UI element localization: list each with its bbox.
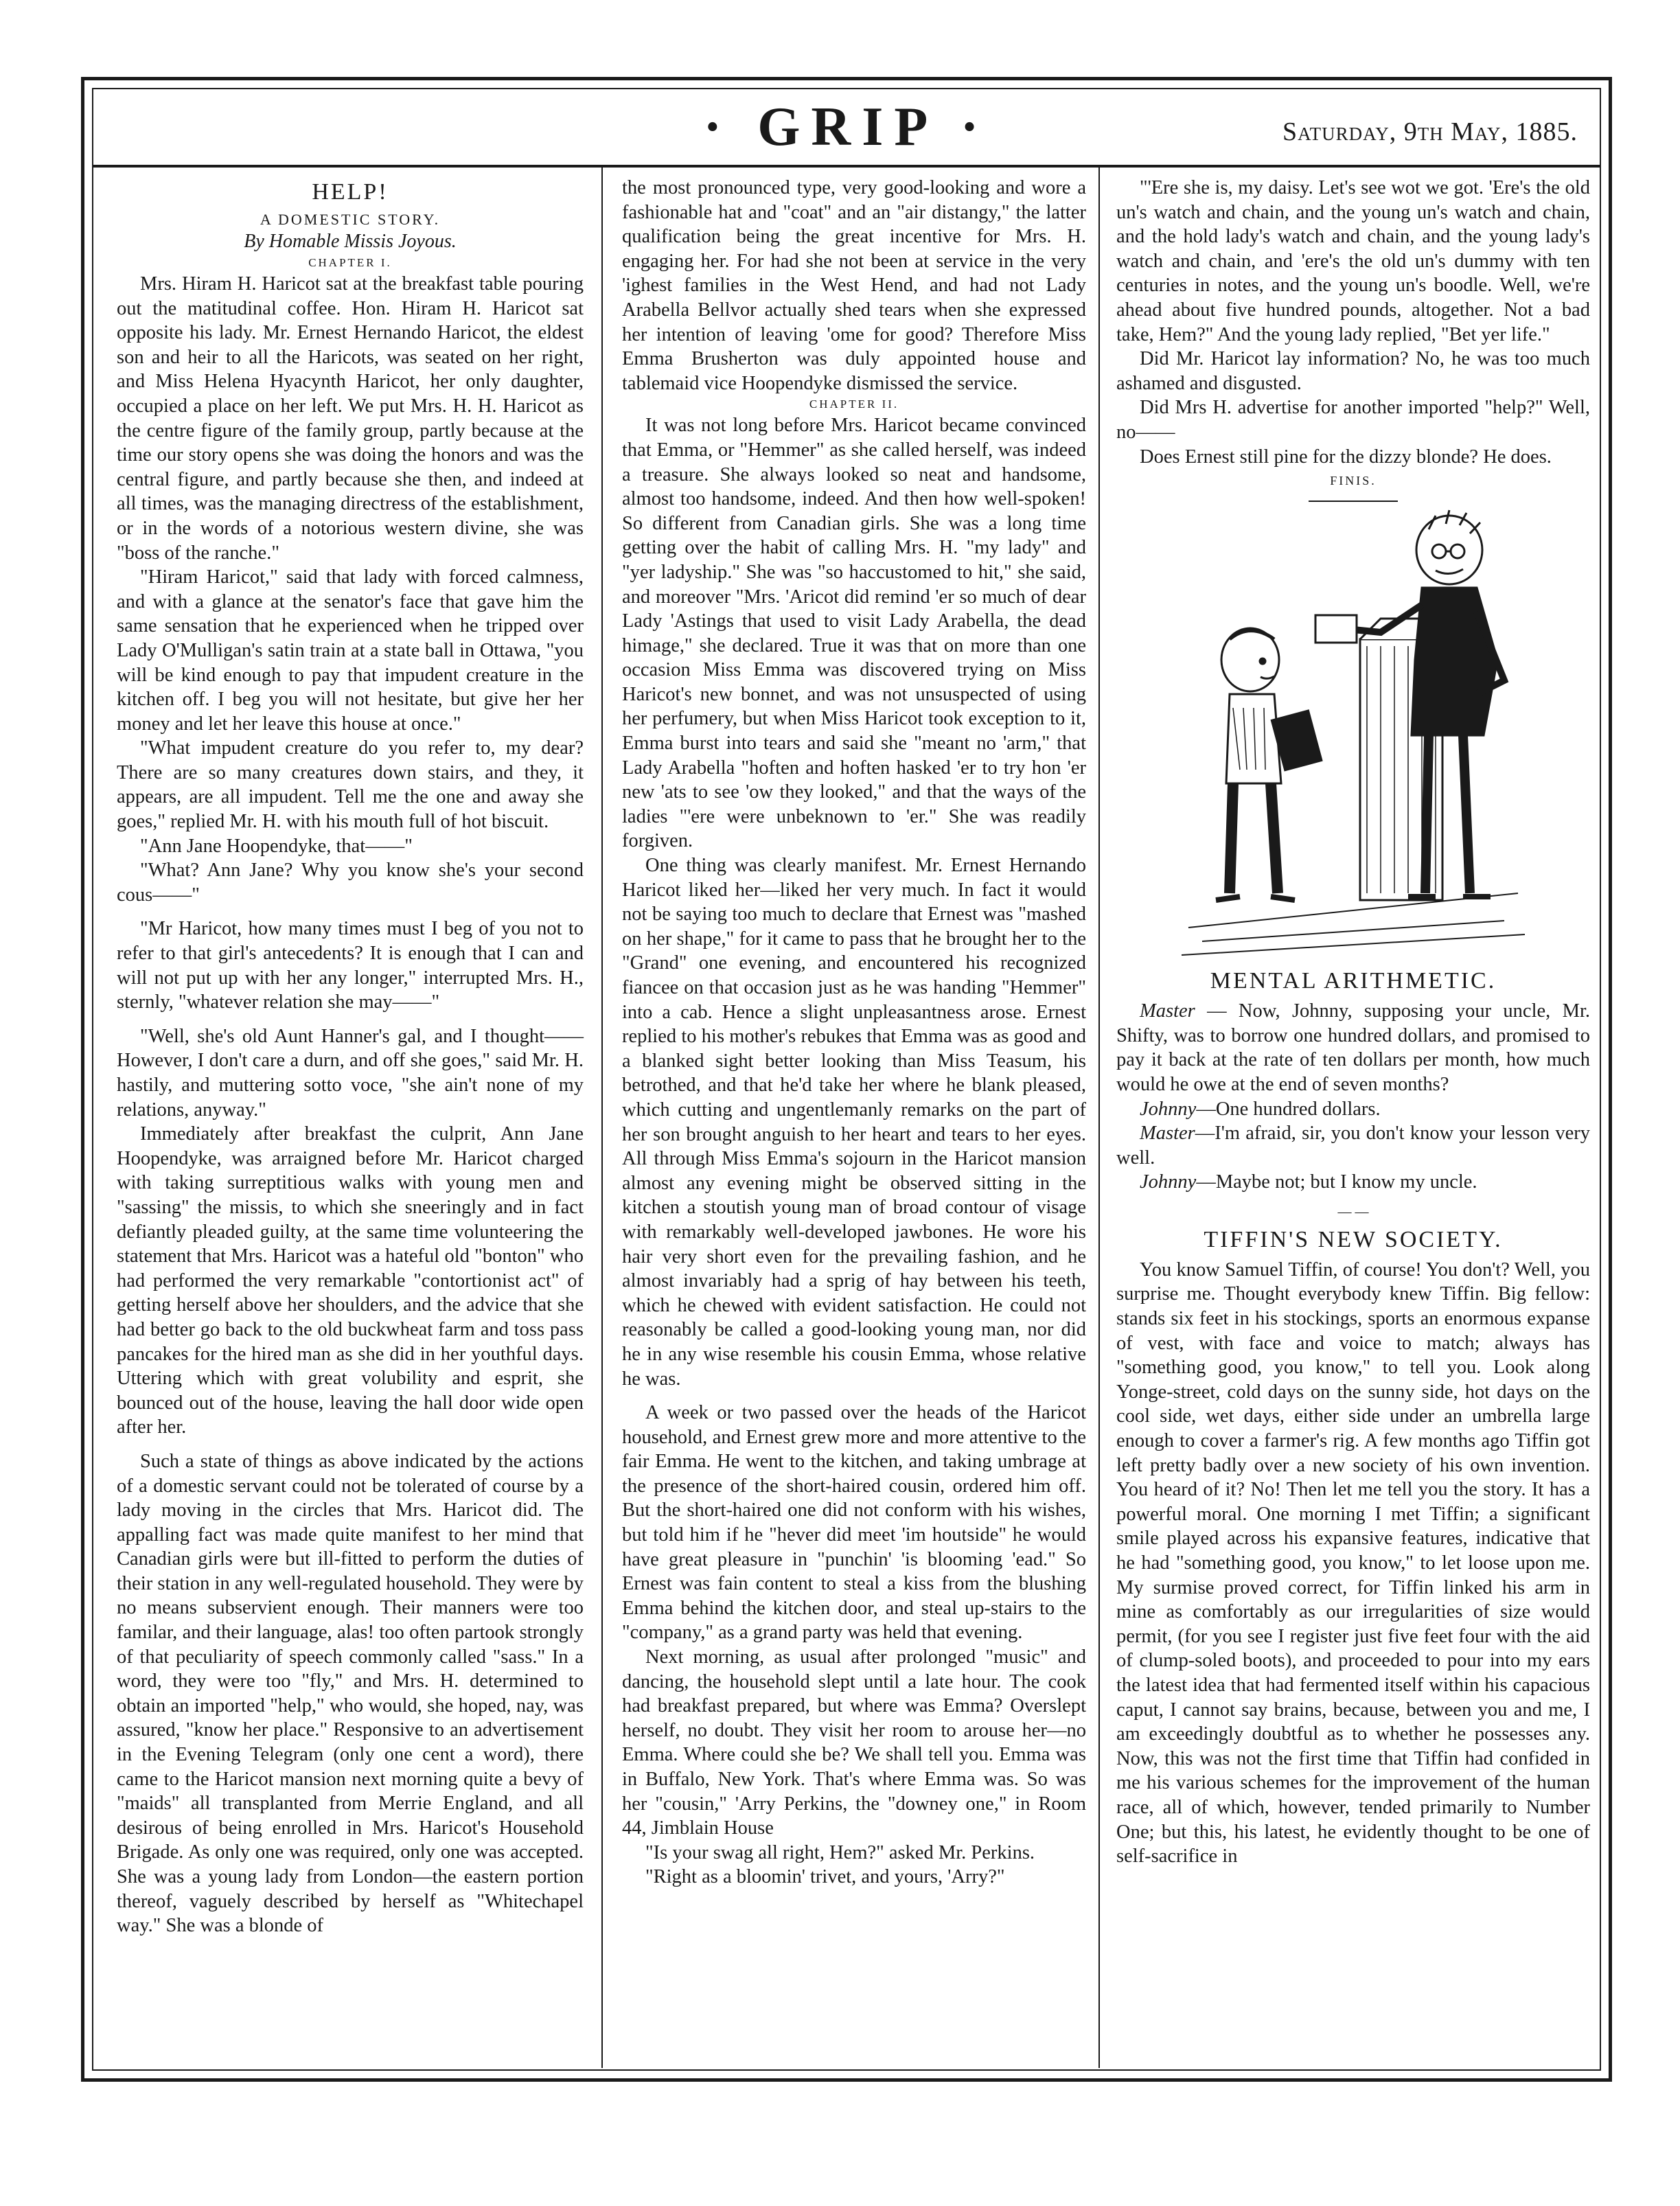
dialogue-speaker: Master [1140,1123,1195,1145]
story-paragraph: A week or two passed over the heads of the Haricot household, and Ernest grew more and more attentive to the fair Emma. He went to the kitchen, and taking umbrage at the presence of the short-haired cousin, ordered him off. But the short-haired one did not conform with his wishes, but told him if he "hever did meet 'im houtside" he would have great pleasure in "punchin' 'is blooming 'ead." So Ernest was fain content to steal a kiss from the blushing Emma behind the kitchen door, and steal up-stairs to the "company," as a grand party was held that evening. [622,1402,1086,1644]
chapter-heading: CHAPTER II. [809,398,899,411]
masthead-title: · GRIP · [703,97,990,157]
dialogue-text: — Now, Johnny, supposing your uncle, Mr. Shifty, was to borrow one hundred dollars, and promised to pay it back at the rate of ten dollars per month, how much would he owe at the end of seven months? [1116,1000,1590,1095]
story-paragraph: "What impudent creature do you refer to, my dear? There are so many creatures down stairs, and they, it appears, are all impudent. Tell me the one and away she goes," replied Mr. H. with his mouth full of hot biscuit. [117,737,584,833]
story-paragraph: Does Ernest still pine for the dizzy blonde? He does. [1140,446,1552,468]
column-rule-2 [1098,168,1100,2068]
story-headline: HELP! [312,179,389,205]
dialogue-speaker: Master [1140,1000,1195,1022]
story-paragraph: "Hiram Haricot," said that lady with forced calmness, and with a glance at the senator's face that gave him the same sensation that he experienced when he tripped over Lady O'Mulligan's satin train at a state ball in Ottawa, "you will be kind enough to pay that impudent creature in the kitchen off. I beg you will not hesitate, but give her her money and let her leave this house at once." [117,566,584,735]
dialogue-text: —Maybe not; but I know my uncle. [1196,1171,1477,1193]
cartoon-illustration [1175,509,1532,962]
dialogue-text: —One hundred dollars. [1196,1098,1381,1120]
story-paragraph: Did Mrs H. advertise for another imported "help?" Well, no—— [1116,397,1590,443]
section-rule [1309,501,1398,502]
story-paragraph: Did Mr. Haricot lay information? No, he was too much ashamed and disgusted. [1116,348,1590,394]
story-paragraph: "Ann Jane Hoopendyke, that——" [140,835,413,857]
story-paragraph: the most pronounced type, very good-looking and wore a fashionable hat and "coat" and an "air distangy," the latter qualification being the great incentive for Mrs. H. engaging her. For had she not been at service in the very 'ighest families in the West Hend, and had not Lady Arabella Bellvor actually shed tears when she expressed her intention of leaving 'ome for good? Therefore Miss Emma Brusherton was duly appointed house and tablemaid vice Hoopendyke dismissed the service. [622,177,1086,394]
story-paragraph: "Right as a bloomin' trivet, and yours, 'Arry?" [645,1866,1005,1888]
dialogue-line [1116,1170,1590,1195]
dialogue-speaker: Johnny [1140,1098,1197,1120]
masthead-rule [92,165,1601,168]
story-paragraph: "Is your swag all right, Hem?" asked Mr. Perkins. [645,1841,1035,1863]
story-paragraph: Immediately after breakfast the culprit, Ann Jane Hoopendyke, was arraigned before Mr. Haricot charged with taking surreptitious walks with young men and "sassing" the missis, to which she sneeringly and in fact defiantly pleaded guilty, at the same time volunteering the statement that Mrs. Haricot was a hateful old "bonton" who had performed the very remarkable "contortionist act" of getting herself above her shoulders, and the advice that she had better go back to the old buckwheat farm and toss pass pancakes for the hired man as she did in her youthful days. Uttering which with great volubility and esprit, she bounced out of the house, leaving the hall door wide open after her. [117,1123,584,1438]
masthead [92,88,1601,165]
column-2 [622,176,1086,1889]
finis-label: FINIS. [1330,474,1377,488]
story-headline: TIFFIN'S NEW SOCIETY. [1204,1226,1503,1252]
dialogue-line [1116,1121,1590,1170]
cartoon-title: MENTAL ARITHMETIC. [1210,968,1497,994]
column-3 [1116,176,1590,1869]
story-paragraph: "Mr Haricot, how many times must I beg of you not to refer to that girl's antecedents? It is enough that I can and will not put up with her any longer," interrupted Mrs. H., sternly, "whatever relation she may——" [117,918,584,1013]
chapter-heading: CHAPTER I. [308,256,392,269]
column-rule-1 [601,168,603,2068]
section-separator: — — [1337,1204,1369,1219]
dialogue-line [1116,1097,1590,1122]
story-paragraph: "Well, she's old Aunt Hanner's gal, and I thought——However, I don't care a durn, and off she goes," said Mr. H. hastily, and muttering sotto voce, "she ain't none of my relations, anyway." [117,1025,584,1121]
masthead-date: Saturday, 9th May, 1885. [1282,117,1578,146]
story-paragraph: You know Samuel Tiffin, of course! You don't? Well, you surprise me. Thought everybody knew Tiffin. Big fellow: stands six feet in his stockings, sports an enormous expanse of vest, with face and voice to match; always has "something good, you know," to tell you. Look along Yonge-street, cold days on the sunny side, hot days on the cool side, wet days, either side under an umbrella large enough to cover a farmer's rig. A few months ago Tiffin got left pretty badly over a new society of his own invention. You heard of it? No! Then let me tell you the story. It has a powerful moral. One morning I met Tiffin; a significant smile played across his expansive features, indicative that he had "something good, you know," to let loose upon me. My surmise proved correct, for Tiffin linked his arm in mine as comfortably as our irregularities of size would permit, (for you see I register just five feet four with the aid of clump-soled boots), and proceeded to pour into my ears the latest idea that had fermented itself within his capacious caput, I cannot say brains, because, between you and me, I am exceedingly doubtful as to whether he possesses any. Now, this was not the first time that Tiffin had confided in me his various schemes for the improvement of the human race, all of which, however, tended primarily to Number One; but this, his latest, he evidently thought to be one of self-sacrifice in [1116,1259,1590,1868]
story-byline: By Homable Missis Joyous. [244,231,457,252]
dialogue-line [1116,999,1590,1096]
story-paragraph: "'Ere she is, my daisy. Let's see wot we got. 'Ere's the old un's watch and chain, and the young un's watch and chain, and the hold lady's watch and chain, and the young lady's watch and chain, and 'ere's the old un's dummy with ten centuries in notes, and the young un's boodle. Well, we're ahead about five hundred pounds, altogether. Not a bad take, Hem?" And the young lady replied, "Bet yer life." [1116,177,1590,345]
story-paragraph: It was not long before Mrs. Haricot became convinced that Emma, or "Hemmer" as she called herself, was indeed a treasure. She always looked so neat and handsome, almost too handsome, indeed. And then how well-spoken! So different from Canadian girls. She was a long time getting over the habit of calling Mrs. H. "my lady" and "yer ladyship." She was "so haccustomed to hit," she said, and moreover "Mrs. 'Aricot did remind 'er so much of dear Lady 'Astings that used to visit Lady Arabella, the dead himage," she declared. True it was that on more than one occasion Miss Emma was discovered trying on Miss Haricot's new bonnet, and was not unsuspected of using her perfumery, but when Miss Haricot took exception to it, Emma burst into tears and said she "meant no 'arm," that Lady Arabella "hoften and hoften hasked 'er to try hon 'er new 'ats to see 'ow they looked," and that the ways of the ladies "'ere were unbeknown to 'er." She was readily forgiven. [622,415,1086,852]
story-paragraph: One thing was clearly manifest. Mr. Ernest Hernando Haricot liked her—liked her very much. In fact it would not be saying too much to declare that Ernest was "mashed on her shape," for it came to pass that he brought her to the "Grand" one evening, and encountered his recognized fiancee on that occasion just as he was handing "Hemmer" into a cab. Hence a slight unpleasantness arose. Ernest replied to his mother's rebukes that Emma was as good and a blanked sight better looking than Miss Teasum, his betrothed, and that he'd take her where he blank pleased, which cutting and ungentlemanly remarks on the part of her son brought anguish to her heart and tears to her eyes. All through Miss Emma's sojourn in the Haricot mansion almost any evening might be observed sitting in the kitchen a stoutish young man of broad contour of visage with remarkably well-developed jawbones. He wore his hair very short even for the prevailing fashion, and he almost invariably had a sprig of hay between his teeth, which he chewed with evident satisfaction. He could not reasonably be called a good-looking young man, nor did he in any wise resemble his cousin Emma, whose relative he was. [622,855,1086,1390]
column-1 [117,176,584,1938]
dialogue-text: —I'm afraid, sir, you don't know your lesson very well. [1116,1123,1590,1169]
dialogue-speaker: Johnny [1140,1171,1197,1193]
story-paragraph: "What? Ann Jane? Why you know she's your second cous——" [117,860,584,906]
story-paragraph: Next morning, as usual after prolonged "music" and dancing, the household slept until a late hour. The cook had breakfast prepared, but where was Emma? Overslept herself, no doubt. They visit her room to arouse her—no Emma. Where could she be? We shall tell you. Emma was in Buffalo, New York. That's where Emma was. So was her "cousin," 'Arry Perkins, the "downey one," in Room 44, Jimblain House [622,1646,1086,1839]
story-paragraph: Such a state of things as above indicated by the actions of a domestic servant could not be tolerated of course by a lady moving in the circles that Mrs. Haricot did. The appalling fact was made quite manifest to her mind that Canadian girls were but ill-fitted to perform the duties of their station in any well-regulated household. They were by no means subservient enough. Their manners were too familar, and their language, alas! too often partook strongly of that peculiarity of speech commonly called "sass." In a word, they were too "fly," and Mrs. H. determined to obtain an imported "help," who would, she hoped, nay, was assured, "know her place." Responsive to an advertisement in the Evening Telegram (only one cent a word), there came to the Haricot mansion next morning quite a bevy of "maids" all transplanted from Merrie England, and all desirous of being enrolled in Mrs. Haricot's Household Brigade. As only one was required, only one was accepted. She was a young lady from London—the eastern portion thereof, vaguely described by herself as "Whitechapel way." She was a blonde of [117,1450,584,1937]
story-paragraph: Mrs. Hiram H. Haricot sat at the breakfast table pouring out the matitudinal coffee. Hon. Hiram H. Haricot sat opposite his lady. Mr. Ernest Hernando Haricot, the eldest son and heir to all the Haricots, was seated on her right, and Miss Helena Hyacynth Haricot, her only daughter, occupied a place on her left. We put Mrs. H. H. Haricot as the centre figure of the family group, partly because at the time our story opens she was doing the honors and was the central figure, and partly because she then, and indeed at all times, was the managing directress of the establishment, or in the words of a notorious western divine, she was "boss of the ranche." [117,273,584,564]
story-subhead: A DOMESTIC STORY. [260,211,441,228]
